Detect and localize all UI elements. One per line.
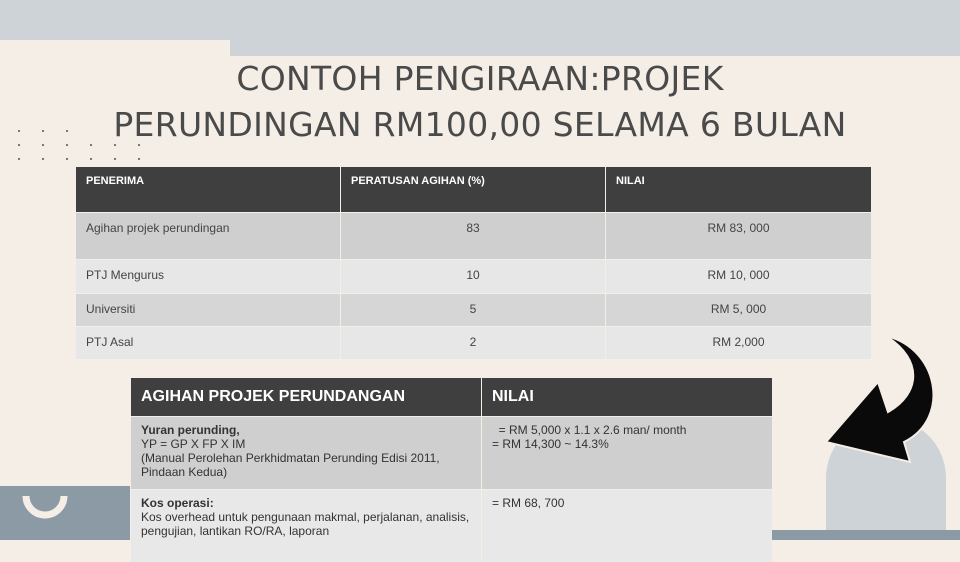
table-header-row	[131, 378, 772, 417]
cell-value: RM 10, 000	[606, 260, 872, 294]
bottom-right-decor-base	[772, 530, 960, 540]
cell-recipient: Agihan projek perundingan	[76, 213, 341, 260]
cell-percent: 10	[341, 260, 606, 294]
cell-value: RM 5, 000	[606, 294, 872, 327]
cell-percent: 2	[341, 327, 606, 360]
table-row	[131, 417, 772, 490]
operation-detail: Kos overhead untuk pengunaan makmal, perjalanan, analisis, pengujian, lantikan RO/RA, laporan	[141, 510, 471, 538]
project-allocation-table	[131, 378, 772, 562]
curved-arrow-icon	[820, 330, 950, 490]
fee-reference: (Manual Perolehan Perkhidmatan Perunding Edisi 2011, Pindaan Kedua)	[141, 451, 471, 479]
dot-pattern-decor	[14, 126, 154, 166]
fee-result-line: = RM 14,300 ~ 14.3%	[492, 437, 762, 451]
cell-value: RM 2,000	[606, 327, 872, 360]
cell-fee-description	[131, 417, 482, 490]
table-row	[76, 260, 871, 294]
cell-percent: 5	[341, 294, 606, 327]
cell-recipient: PTJ Mengurus	[76, 260, 341, 294]
header-agihan: AGIHAN PROJEK PERUNDANGAN	[131, 378, 482, 417]
table-header-row	[76, 167, 871, 213]
title-line-1: CONTOH PENGIRAAN:PROJEK	[40, 56, 920, 102]
header-penerima: PENERIMA	[76, 167, 341, 213]
table-row	[76, 327, 871, 360]
cell-recipient: Universiti	[76, 294, 341, 327]
distribution-table	[76, 167, 871, 359]
table-row	[131, 490, 772, 562]
fee-formula: YP = GP X FP X IM	[141, 437, 471, 451]
fee-calc-line: = RM 5,000 x 1.1 x 2.6 man/ month	[492, 423, 762, 437]
table-row	[76, 213, 871, 260]
operation-value-line: = RM 68, 700	[492, 496, 762, 510]
title-line-2: PERUNDINGAN RM100,00 SELAMA 6 BULAN	[40, 102, 920, 148]
cell-fee-value	[482, 417, 773, 490]
header-nilai: NILAI	[606, 167, 872, 213]
header-nilai-2: NILAI	[482, 378, 773, 417]
top-decor-notch	[0, 40, 230, 56]
slide-title	[40, 56, 920, 148]
cell-percent: 83	[341, 213, 606, 260]
table-row	[76, 294, 871, 327]
fee-title: Yuran perunding,	[141, 423, 471, 437]
cell-value: RM 83, 000	[606, 213, 872, 260]
semicircle-arc-icon	[22, 492, 68, 524]
cell-recipient: PTJ Asal	[76, 327, 341, 360]
operation-title: Kos operasi:	[141, 496, 471, 510]
cell-operation-description	[131, 490, 482, 562]
header-peratusan: PERATUSAN AGIHAN (%)	[341, 167, 606, 213]
cell-operation-value	[482, 490, 773, 562]
